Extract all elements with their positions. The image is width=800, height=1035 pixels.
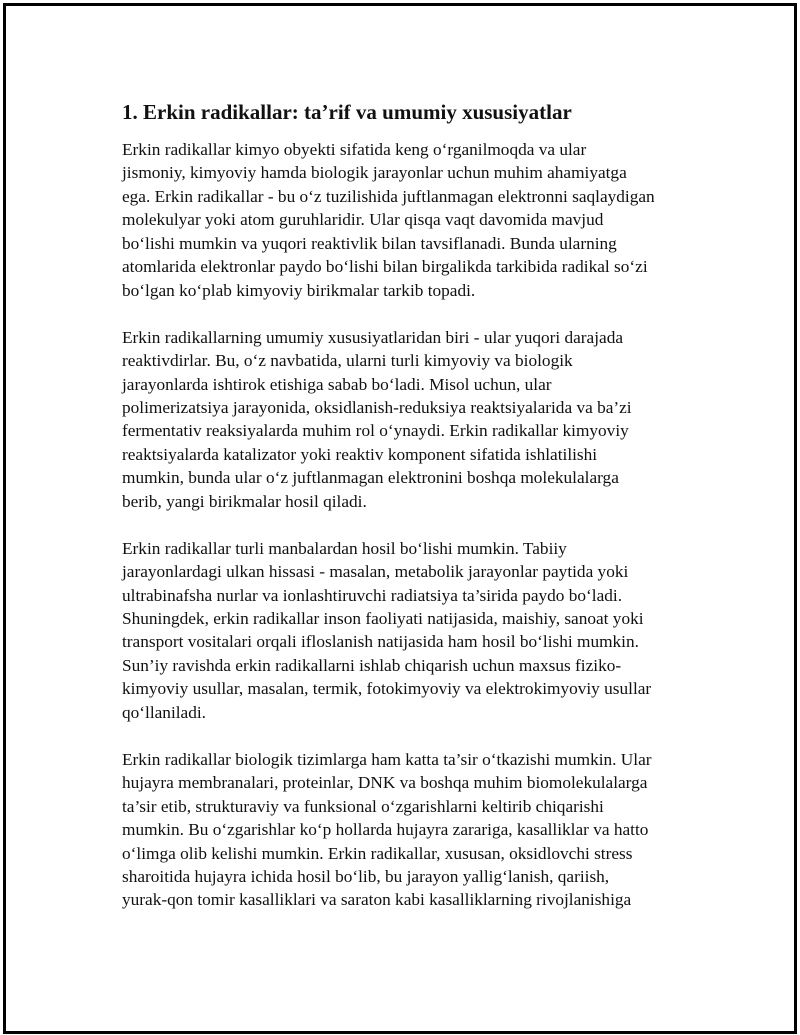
- paragraph-line: transport vositalari orqali ifloslanish natijasida ham hosil bo‘lishi mumkin.: [122, 632, 639, 652]
- paragraph-line: reaktsiyalarda katalizator yoki reaktiv komponent sifatida ishlatilishi: [122, 444, 598, 464]
- paragraph-line: Erkin radikallarning umumiy xususiyatlaridan biri - ular yuqori darajada: [122, 327, 624, 347]
- paragraph-line: bo‘lgan ko‘plab kimyoviy birikmalar tarkib topadi.: [122, 280, 476, 300]
- paragraph-line: jarayonlarda ishtirok etishiga sabab bo‘ladi. Misol uchun, ular: [122, 374, 552, 394]
- paragraph-line: bo‘lishi mumkin va yuqori reaktivlik bilan tavsiflanadi. Bunda ularning: [122, 233, 617, 253]
- page-frame: [3, 3, 797, 1034]
- paragraph: [122, 326, 702, 514]
- paragraph-line: Erkin radikallar kimyo obyekti sifatida keng o‘rganilmoqda va ular: [122, 140, 587, 159]
- paragraph-line: Erkin radikallar biologik tizimlarga ham katta ta’sir o‘tkazishi mumkin. Ular: [122, 749, 652, 769]
- paragraph-line: mumkin. Bu o‘zgarishlar ko‘p hollarda hujayra zarariga, kasalliklar va hatto: [122, 820, 649, 840]
- paragraph: [122, 748, 702, 912]
- paragraph-line: molekulyar yoki atom guruhlaridir. Ular qisqa vaqt davomida mavjud: [122, 210, 604, 230]
- paragraph-line: jismoniy, kimyoviy hamda biologik jarayonlar uchun muhim ahamiyatga: [122, 163, 627, 183]
- paragraph-line: jarayonlardagi ulkan hissasi - masalan, metabolik jarayonlar paytida yoki: [122, 562, 629, 582]
- paragraph-line: Shuningdek, erkin radikallar inson faoliyati natijasida, maishiy, sanoat yoki: [122, 609, 644, 629]
- paragraph-line: reaktivdirlar. Bu, o‘z navbatida, ularni turli kimyoviy va biologik: [122, 351, 573, 371]
- paragraph-line: qo‘llaniladi.: [122, 702, 206, 722]
- paragraph-line: atomlarida elektronlar paydo bo‘lishi bilan birgalikda tarkibida radikal so‘zi: [122, 257, 648, 277]
- paragraph-line: berib, yangi birikmalar hosil qiladi.: [122, 491, 367, 511]
- paragraph-line: kimyoviy usullar, masalan, termik, fotokimyoviy va elektrokimyoviy usullar: [122, 679, 652, 699]
- paragraph-line: o‘limga olib kelishi mumkin. Erkin radikallar, xususan, oksidlovchi stress: [122, 843, 633, 863]
- paragraph-list: [122, 138, 702, 912]
- paragraph-line: mumkin, bunda ular o‘z juftlanmagan elektronini boshqa molekulalarga: [122, 468, 619, 488]
- paragraph-line: fermentativ reaksiyalarda muhim rol o‘ynaydi. Erkin radikallar kimyoviy: [122, 421, 629, 441]
- section-heading: 1. Erkin radikallar: ta’rif va umumiy xususiyatlar: [122, 100, 572, 124]
- paragraph-line: hujayra membranalari, proteinlar, DNK va boshqa muhim biomolekulalarga: [122, 773, 648, 793]
- paragraph-line: ultrabinafsha nurlar va ionlashtiruvchi radiatsiya ta’sirida paydo bo‘ladi.: [122, 585, 623, 605]
- paragraph-line: yurak-qon tomir kasalliklari va saraton kabi kasalliklarning rivojlanishiga: [122, 890, 632, 910]
- paragraph-line: ega. Erkin radikallar - bu o‘z tuzilishida juftlanmagan elektronni saqlaydigan: [122, 186, 655, 206]
- paragraph-line: ta’sir etib, strukturaviy va funksional o‘zgarishlarni keltirib chiqarishi: [122, 796, 604, 816]
- paragraph-line: Erkin radikallar turli manbalardan hosil bo‘lishi mumkin. Tabiiy: [122, 538, 567, 558]
- paragraph-line: sharoitida hujayra ichida hosil bo‘lib, bu jarayon yallig‘lanish, qariish,: [122, 867, 610, 886]
- paragraph-line: polimerizatsiya jarayonida, oksidlanish-reduksiya reaktsiyalarida va ba’zi: [122, 397, 632, 417]
- paragraph: [122, 138, 702, 302]
- paragraph-line: Sun’iy ravishda erkin radikallarni ishlab chiqarish uchun maxsus fiziko-: [122, 655, 622, 675]
- paragraph: [122, 537, 702, 725]
- document-body: [122, 98, 702, 935]
